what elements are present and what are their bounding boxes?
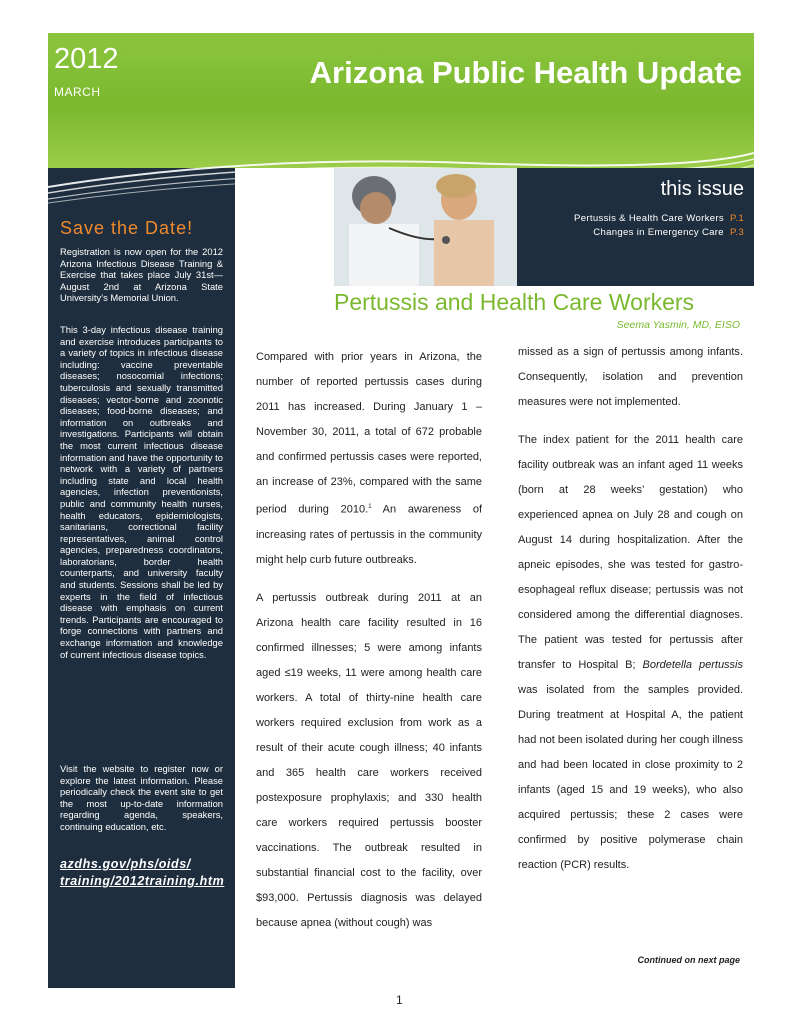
- article-column-2: [518, 340, 743, 891]
- article-paragraph: Compared with prior years in Arizona, the number of reported pertussis cases during 2011 has increased. During January 1 – November 30, 2011, a total of 672 probable and confirmed pertussis cases were reported, an increase of 23%, compared with the same period during 2010.$^1$ An awareness of increasing rates of pertussis in the community might help curb future outbreaks.: [256, 351, 482, 566]
- toc-item-label: Pertussis & Health Care Workers: [574, 213, 724, 224]
- issue-month: MARCH: [54, 85, 101, 99]
- toc-item-pertussis[interactable]: [574, 213, 744, 224]
- page-number: 1: [396, 993, 403, 1007]
- toc-item-page: P.3: [729, 227, 744, 238]
- newsletter-title: Arizona Public Health Update: [309, 55, 742, 90]
- toc-item-emergency-care[interactable]: [593, 227, 744, 238]
- training-website-link[interactable]: azdhs.gov/phs/oids/ training/2012training.htm: [60, 857, 225, 888]
- article-paragraph: A pertussis outbreak during 2011 at an Arizona health care facility resulted in 16 confirmed illnesses; 5 were among infants aged ≤19 weeks, 11 were among health care workers. A total of thirty-nine health care workers required exclusion from work as a result of their acute cough illness; 40 infants and 365 health care workers received postexposure prophylaxis; and 330 health care workers required pertussis booster vaccinations. The outbreak resulted in substantial financial cost to the facility, over $93,000. Pertussis diagnosis was delayed because apnea (without cough) was: [256, 591, 482, 929]
- article-title: Pertussis and Health Care Workers: [334, 289, 695, 315]
- sidebar-paragraph-training: This 3-day infectious disease training and exercise introduces participants to a variety of topics in infectious disease including: vaccine preventable diseases; nosocomial infections; tuberculosis and sexually transmitted diseases; vector-borne and zoonotic diseases; food-borne diseases; and information on outbreaks and investigations. Participants will obtain the most current infectious disease information and have the opportunity to network with a variety of partners including state and local health agencies, infection preventionists, public and community health nurses, health educators, epidemiologists, sanitarians, correctional facility representatives, animal control agencies, preparedness coordinators, laboratorians, border health counterparts, and university faculty and students. Sessions shall be led by experts in the field of infectious disease with emphasis on current trends. Participants are encouraged to forge connections with partners and exchange information and knowledge of current infectious disease topics.: [60, 324, 223, 660]
- article-column-1: [256, 345, 482, 949]
- sidebar-paragraph-registration: Registration is now open for the 2012 Arizona Infectious Disease Training & Exercise that takes place July 31st—August 2nd at Arizona State University’s Memorial Union.: [60, 246, 223, 304]
- issue-year: 2012: [54, 43, 119, 75]
- article-paragraph: missed as a sign of pertussis among infants. Consequently, isolation and prevention measures were not implemented.: [518, 346, 743, 408]
- save-the-date-heading: Save the Date!: [60, 218, 194, 238]
- article-paragraph: The index patient for the 2011 health care facility outbreak was an infant aged 11 weeks (born at 28 weeks’ gestation) who experienced apnea on July 28 and cough on August 14 during hospitalization. After the apneic episodes, she was tested for gastro-esophageal reflux disease; pertussis was not considered among the differential diagnoses. The patient was tested for pertussis after transfer to Hospital B; Bordetella pertussis was isolated from the samples provided. During treatment at Hospital A, the patient had not been isolated during her cough illness and had been located in close proximity to 2 infants (aged 15 and 19 weeks), who also acquired pertussis; these 2 cases were confirmed by positive polymerase chain reaction (PCR) results.: [518, 434, 744, 871]
- sidebar: [48, 118, 235, 988]
- this-issue-heading: this issue: [660, 178, 744, 200]
- doctor-child-photo: [334, 168, 517, 286]
- this-issue-box: [517, 168, 754, 286]
- sidebar-paragraph-visit: Visit the website to register now or explore the latest information. Please periodically check the event site to get the most up-to-date information regarding agenda, speakers, continuing education, etc.: [60, 763, 223, 832]
- toc-item-page: P.1: [729, 213, 744, 224]
- article-byline: Seema Yasmin, MD, EISO: [616, 319, 740, 331]
- toc-item-label: Changes in Emergency Care: [593, 227, 724, 238]
- footnote-ref: 1: [368, 504, 372, 510]
- photo-illustration: [334, 168, 517, 286]
- continued-note: Continued on next page: [637, 955, 740, 965]
- species-name: Bordetella pertussis: [642, 659, 744, 671]
